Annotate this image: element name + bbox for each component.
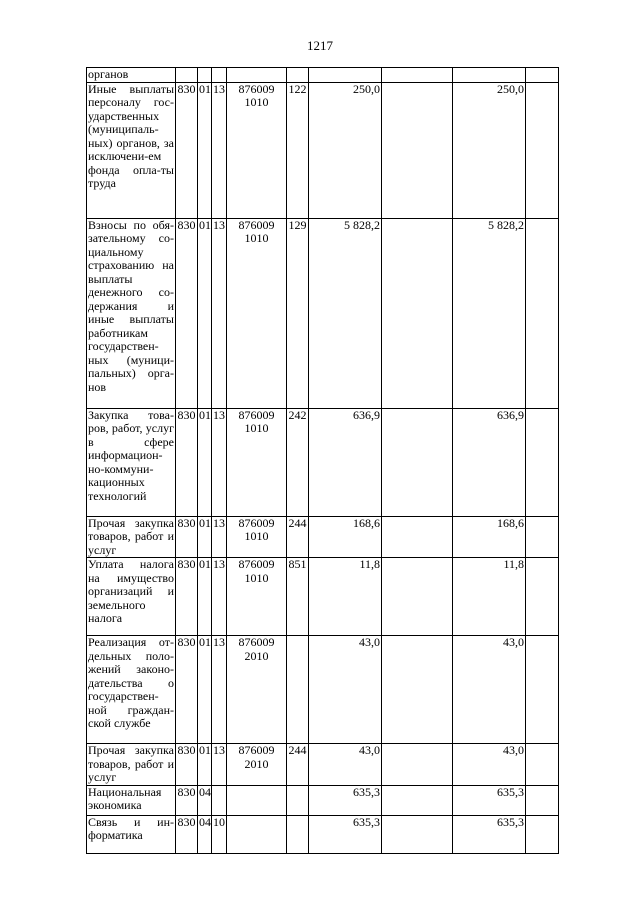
expense-type-cell [287,68,309,83]
amount-total-cell: 43,0 [309,636,382,744]
amount-regional-cell: 636,9 [453,408,526,516]
section-cell: 01 [198,218,212,408]
amount-other-cell [526,408,559,516]
table-row [87,815,559,853]
table-body [87,68,559,854]
table-row [87,516,559,558]
ministry-code-cell: 830 [176,744,198,786]
amount-regional-cell: 11,8 [453,558,526,636]
expense-type-cell: 129 [287,218,309,408]
table-row [87,408,559,516]
table-row [87,218,559,408]
subsection-cell: 13 [212,516,227,558]
expense-type-cell: 244 [287,744,309,786]
page-number: 1217 [307,38,333,53]
amount-total-cell: 43,0 [309,744,382,786]
section-cell: 01 [198,516,212,558]
amount-total-cell: 635,3 [309,815,382,853]
subsection-cell: 13 [212,636,227,744]
amount-other-cell [526,68,559,83]
amount-total-cell: 635,3 [309,785,382,815]
amount-total-cell: 11,8 [309,558,382,636]
amount-total-cell: 168,6 [309,516,382,558]
expense-type-cell: 244 [287,516,309,558]
amount-other-cell [526,218,559,408]
target-article-cell: 876009 2010 [227,636,287,744]
budget-table [86,67,559,854]
amount-federal-cell [382,558,453,636]
target-article-cell [227,785,287,815]
ministry-code-cell: 830 [176,82,198,218]
amount-other-cell [526,82,559,218]
amount-regional-cell: 250,0 [453,82,526,218]
amount-regional-cell: 168,6 [453,516,526,558]
subsection-cell: 10 [212,815,227,853]
table-row [87,558,559,636]
amount-federal-cell [382,815,453,853]
amount-regional-cell: 43,0 [453,636,526,744]
amount-federal-cell [382,516,453,558]
ministry-code-cell: 830 [176,636,198,744]
target-article-cell: 876009 1010 [227,516,287,558]
section-cell [198,68,212,83]
row-name-cell: Национальная экономика [87,785,176,815]
target-article-cell: 876009 1010 [227,408,287,516]
amount-other-cell [526,744,559,786]
amount-federal-cell [382,744,453,786]
row-name-cell: Уплата налога на имущество организаций и земельного налога [87,558,176,636]
amount-total-cell: 250,0 [309,82,382,218]
amount-regional-cell: 43,0 [453,744,526,786]
row-name-cell: Реализация от-дельных поло-жений законо-дательства о государствен-ной граждан-ской службе [87,636,176,744]
subsection-cell [212,68,227,83]
table-row [87,744,559,786]
amount-other-cell [526,815,559,853]
section-cell: 01 [198,744,212,786]
amount-other-cell [526,558,559,636]
amount-regional-cell: 635,3 [453,815,526,853]
row-name-cell: органов [87,68,176,83]
target-article-cell [227,68,287,83]
section-cell: 01 [198,558,212,636]
amount-other-cell [526,785,559,815]
section-cell: 01 [198,82,212,218]
table-row [87,636,559,744]
amount-federal-cell [382,408,453,516]
expense-type-cell: 242 [287,408,309,516]
subsection-cell [212,785,227,815]
row-name-cell: Прочая закупка товаров, работ и услуг [88,516,174,557]
target-article-cell [227,815,287,853]
row-name-cell: Взносы по обя-зательному со-циальному страхованию на выплаты денежного со-держания и иные выплаты работникам государствен-ных (муници-пальных) орга-нов [87,218,176,408]
ministry-code-cell: 830 [176,785,198,815]
section-cell: 01 [198,408,212,516]
table-row [87,785,559,815]
target-article-cell: 876009 1010 [227,82,287,218]
ministry-code-cell [176,68,198,83]
amount-federal-cell [382,68,453,83]
amount-total-cell [309,68,382,83]
ministry-code-cell: 830 [176,558,198,636]
amount-federal-cell [382,82,453,218]
subsection-cell: 13 [212,408,227,516]
ministry-code-cell: 830 [176,815,198,853]
expense-type-cell [287,785,309,815]
target-article-cell: 876009 1010 [227,558,287,636]
ministry-code-cell: 830 [176,408,198,516]
row-name-cell: Связь и ин-форматика [87,815,176,853]
section-cell: 01 [198,636,212,744]
ministry-code-cell: 830 [176,516,198,558]
amount-other-cell [526,516,559,558]
row-name-cell: Закупка това-ров, работ, услуг в сфере информацион-но-коммуни-кационных технологий [87,408,176,516]
amount-total-cell: 5 828,2 [309,218,382,408]
amount-total-cell: 636,9 [309,408,382,516]
row-name-cell: Иные выплаты персоналу гос-ударственных (муниципаль-ных) органов, за исключени-ем фонда опла-ты труда [87,82,176,218]
section-cell: 04 [198,785,212,815]
subsection-cell: 13 [212,82,227,218]
subsection-cell: 13 [212,218,227,408]
amount-other-cell [526,636,559,744]
subsection-cell: 13 [212,558,227,636]
amount-regional-cell: 5 828,2 [453,218,526,408]
expense-type-cell: 122 [287,82,309,218]
ministry-code-cell: 830 [176,218,198,408]
table-row [87,82,559,218]
target-article-cell: 876009 1010 [227,218,287,408]
subsection-cell: 13 [212,744,227,786]
expense-type-cell: 851 [287,558,309,636]
expense-type-cell [287,815,309,853]
amount-regional-cell [453,68,526,83]
row-name-cell: Прочая закупка товаров, работ и услуг [88,743,174,784]
amount-federal-cell [382,636,453,744]
amount-federal-cell [382,785,453,815]
target-article-cell: 876009 2010 [227,744,287,786]
expense-type-cell [287,636,309,744]
amount-regional-cell: 635,3 [453,785,526,815]
section-cell: 04 [198,815,212,853]
table-row [87,68,559,83]
amount-federal-cell [382,218,453,408]
